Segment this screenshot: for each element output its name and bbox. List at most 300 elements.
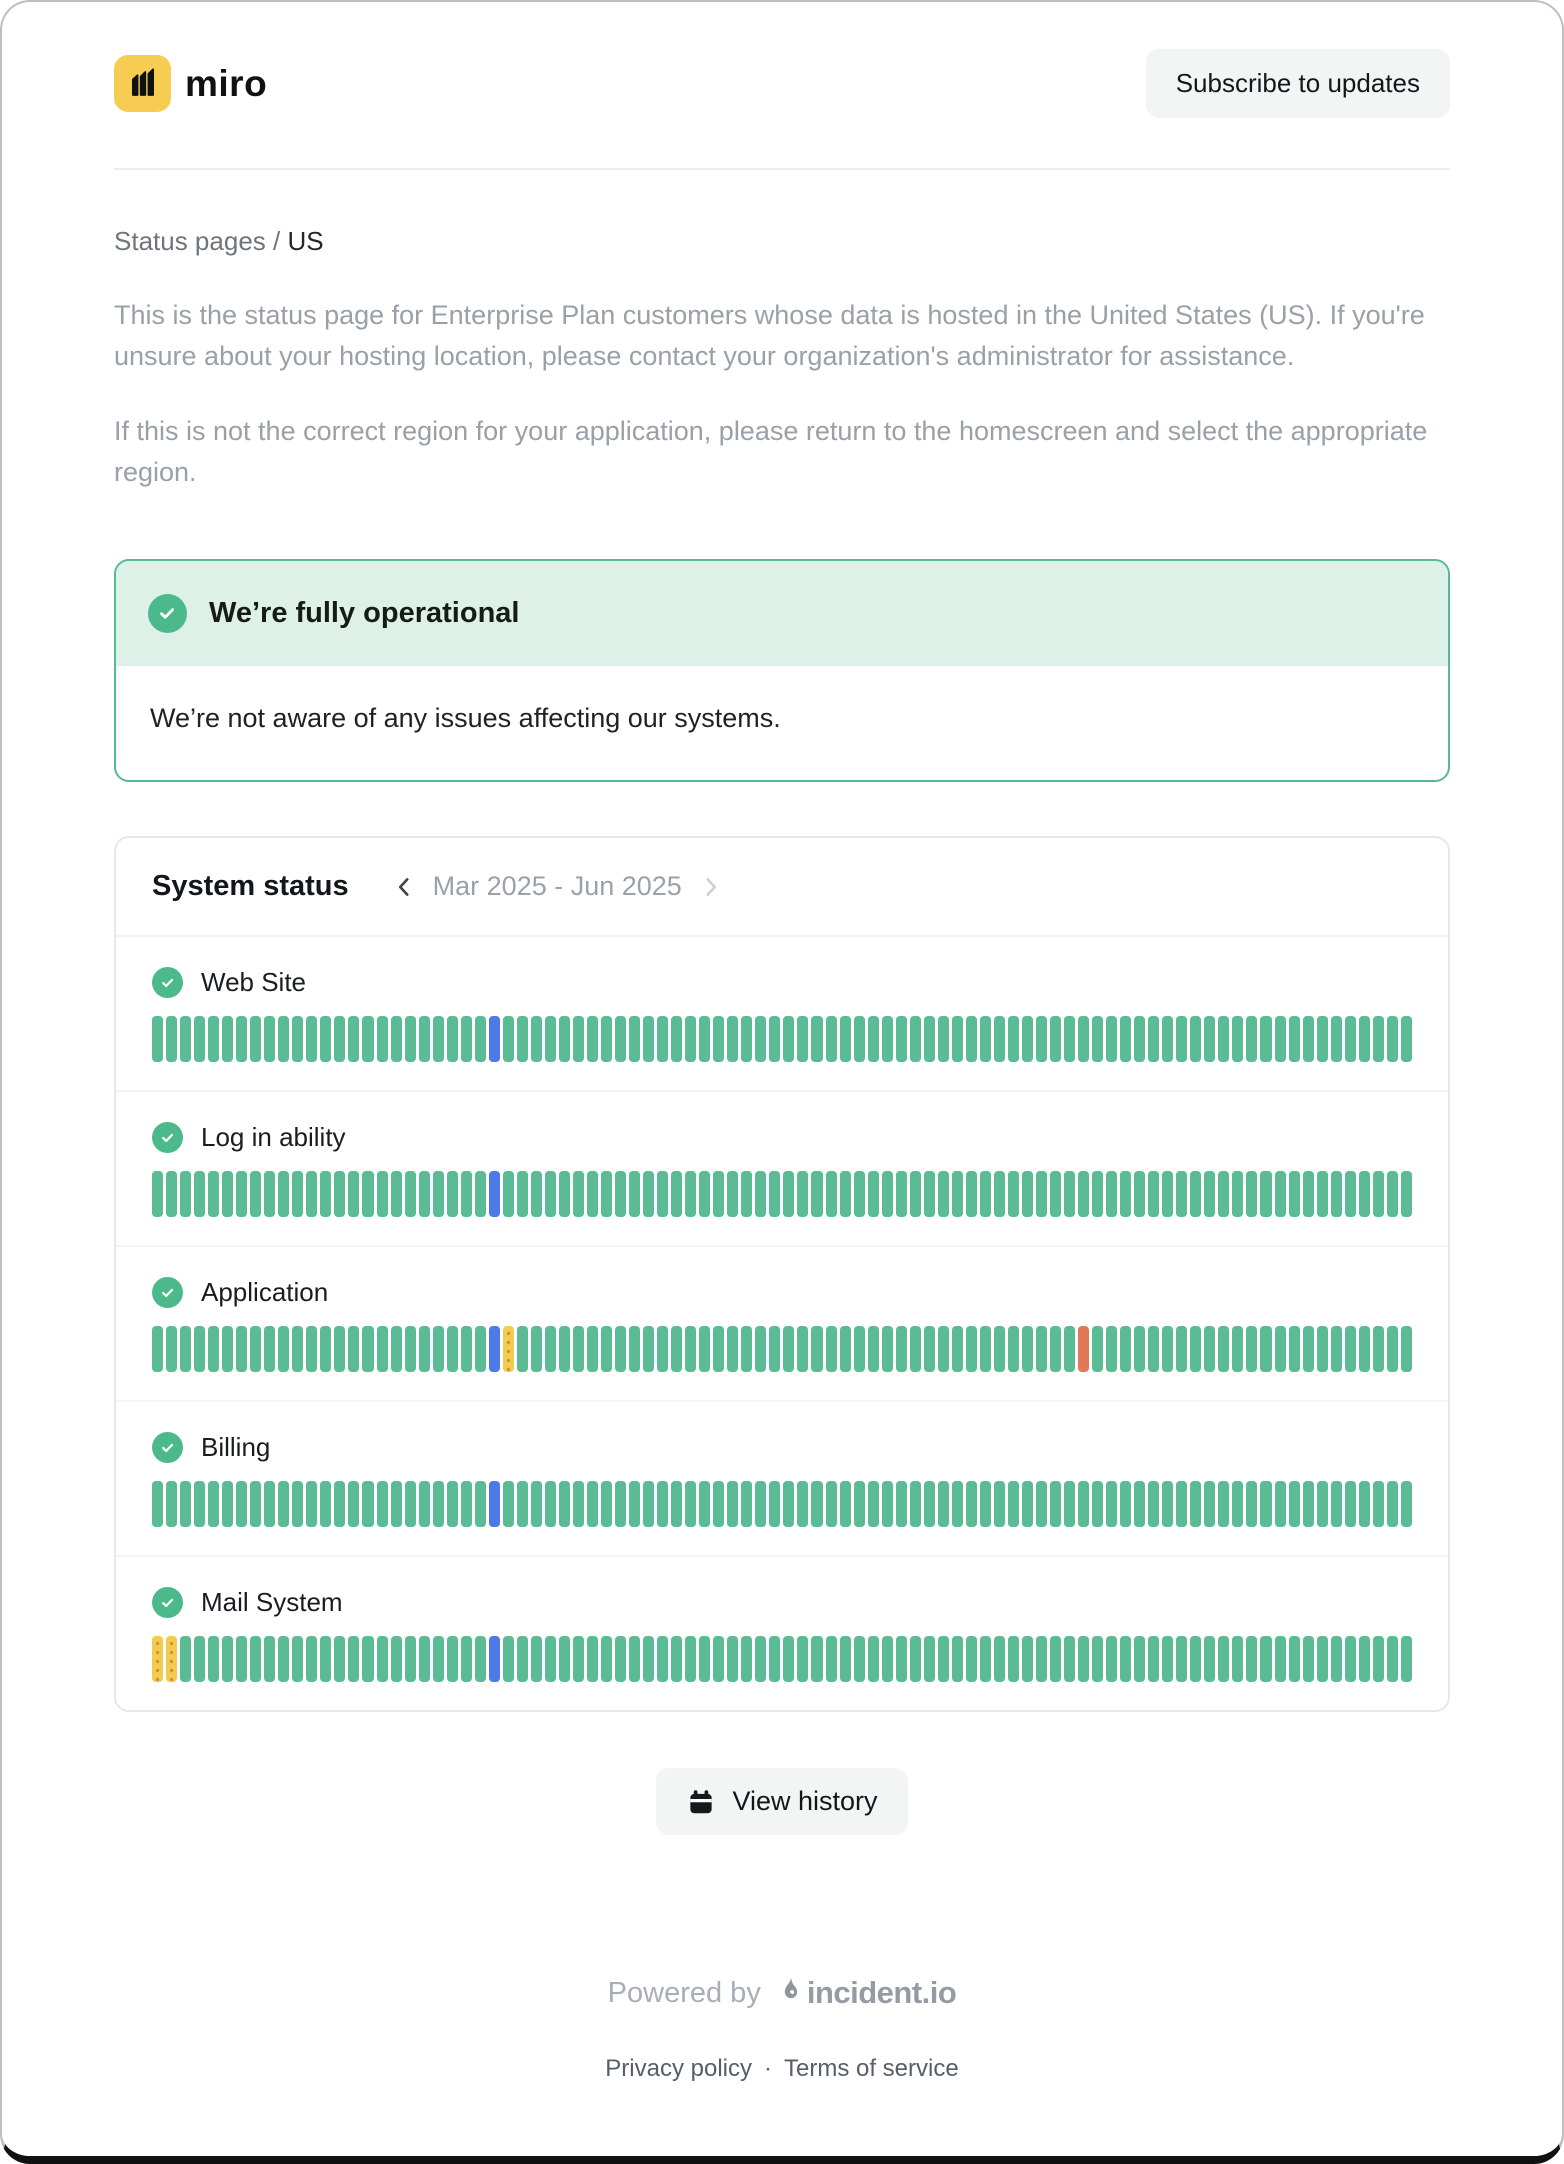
status-bar[interactable] xyxy=(1190,1171,1201,1217)
status-bar[interactable] xyxy=(601,1636,612,1682)
status-bar[interactable] xyxy=(615,1016,626,1062)
status-bar[interactable] xyxy=(489,1481,500,1527)
status-bar[interactable] xyxy=(250,1016,261,1062)
status-bar[interactable] xyxy=(1246,1326,1257,1372)
status-bar[interactable] xyxy=(671,1636,682,1682)
status-bar[interactable] xyxy=(938,1326,949,1372)
status-bar[interactable] xyxy=(629,1481,640,1527)
status-bar[interactable] xyxy=(910,1636,921,1682)
status-bar[interactable] xyxy=(783,1636,794,1682)
status-bar[interactable] xyxy=(236,1326,247,1372)
status-bar[interactable] xyxy=(1008,1016,1019,1062)
status-bar[interactable] xyxy=(545,1481,556,1527)
status-bar[interactable] xyxy=(152,1171,163,1217)
status-bar[interactable] xyxy=(1218,1636,1229,1682)
status-bar[interactable] xyxy=(1331,1016,1342,1062)
status-bar[interactable] xyxy=(1036,1016,1047,1062)
status-bar[interactable] xyxy=(517,1016,528,1062)
status-bar[interactable] xyxy=(699,1636,710,1682)
status-bar[interactable] xyxy=(882,1636,893,1682)
status-bar[interactable] xyxy=(1022,1636,1033,1682)
status-bar[interactable] xyxy=(713,1171,724,1217)
status-bar[interactable] xyxy=(1022,1016,1033,1062)
breadcrumb-section[interactable]: Status pages xyxy=(114,226,266,256)
status-bar[interactable] xyxy=(755,1326,766,1372)
status-bar[interactable] xyxy=(320,1326,331,1372)
status-bar[interactable] xyxy=(377,1171,388,1217)
status-bar[interactable] xyxy=(264,1171,275,1217)
status-bar[interactable] xyxy=(741,1636,752,1682)
status-bar[interactable] xyxy=(994,1016,1005,1062)
status-bar[interactable] xyxy=(952,1636,963,1682)
status-bar[interactable] xyxy=(657,1171,668,1217)
status-bar[interactable] xyxy=(152,1481,163,1527)
status-bar[interactable] xyxy=(1345,1016,1356,1062)
status-bar[interactable] xyxy=(1092,1636,1103,1682)
status-bar[interactable] xyxy=(615,1171,626,1217)
status-bar[interactable] xyxy=(1359,1326,1370,1372)
status-bar[interactable] xyxy=(769,1016,780,1062)
status-bar[interactable] xyxy=(1373,1326,1384,1372)
status-bar[interactable] xyxy=(727,1171,738,1217)
status-bar[interactable] xyxy=(938,1171,949,1217)
status-bar[interactable] xyxy=(980,1326,991,1372)
status-bar[interactable] xyxy=(896,1481,907,1527)
status-bar[interactable] xyxy=(1176,1636,1187,1682)
status-bar[interactable] xyxy=(910,1016,921,1062)
status-bar[interactable] xyxy=(882,1481,893,1527)
status-bar[interactable] xyxy=(1134,1481,1145,1527)
status-bar[interactable] xyxy=(1218,1481,1229,1527)
status-bar[interactable] xyxy=(1106,1636,1117,1682)
status-bar[interactable] xyxy=(1148,1636,1159,1682)
status-bar[interactable] xyxy=(1289,1326,1300,1372)
status-bar[interactable] xyxy=(1275,1016,1286,1062)
status-bar[interactable] xyxy=(1064,1481,1075,1527)
status-bar[interactable] xyxy=(868,1326,879,1372)
status-bar[interactable] xyxy=(531,1481,542,1527)
status-bar[interactable] xyxy=(1106,1171,1117,1217)
status-bar[interactable] xyxy=(854,1016,865,1062)
status-bar[interactable] xyxy=(896,1326,907,1372)
status-bar[interactable] xyxy=(938,1016,949,1062)
privacy-policy-link[interactable]: Privacy policy xyxy=(605,2055,752,2082)
status-bar[interactable] xyxy=(1275,1326,1286,1372)
status-bar[interactable] xyxy=(166,1016,177,1062)
status-bar[interactable] xyxy=(517,1636,528,1682)
status-bar[interactable] xyxy=(545,1326,556,1372)
status-bar[interactable] xyxy=(391,1171,402,1217)
status-bar[interactable] xyxy=(1303,1636,1314,1682)
status-bar[interactable] xyxy=(1008,1171,1019,1217)
status-bar[interactable] xyxy=(1246,1636,1257,1682)
status-bar[interactable] xyxy=(769,1326,780,1372)
status-bar[interactable] xyxy=(587,1481,598,1527)
status-bar[interactable] xyxy=(840,1171,851,1217)
status-bar[interactable] xyxy=(713,1326,724,1372)
status-bar[interactable] xyxy=(573,1171,584,1217)
status-bar[interactable] xyxy=(1303,1326,1314,1372)
status-bar[interactable] xyxy=(1162,1636,1173,1682)
status-bar[interactable] xyxy=(587,1326,598,1372)
status-bar[interactable] xyxy=(910,1481,921,1527)
status-bar[interactable] xyxy=(433,1016,444,1062)
status-bar[interactable] xyxy=(657,1016,668,1062)
status-bar[interactable] xyxy=(1232,1481,1243,1527)
status-bar[interactable] xyxy=(475,1636,486,1682)
status-bar[interactable] xyxy=(1387,1016,1398,1062)
status-bar[interactable] xyxy=(1050,1171,1061,1217)
status-bar[interactable] xyxy=(475,1171,486,1217)
status-bar[interactable] xyxy=(236,1171,247,1217)
status-bar[interactable] xyxy=(1289,1636,1300,1682)
status-bar[interactable] xyxy=(587,1636,598,1682)
status-bar[interactable] xyxy=(671,1326,682,1372)
status-bar[interactable] xyxy=(629,1016,640,1062)
status-bar[interactable] xyxy=(180,1636,191,1682)
status-bar[interactable] xyxy=(419,1016,430,1062)
status-bar[interactable] xyxy=(966,1636,977,1682)
subscribe-to-updates-button[interactable]: Subscribe to updates xyxy=(1146,49,1450,118)
status-bar[interactable] xyxy=(1064,1171,1075,1217)
status-bar[interactable] xyxy=(208,1326,219,1372)
status-bar[interactable] xyxy=(924,1636,935,1682)
status-bar[interactable] xyxy=(601,1016,612,1062)
status-bar[interactable] xyxy=(433,1171,444,1217)
status-bar[interactable] xyxy=(447,1326,458,1372)
status-bar[interactable] xyxy=(1359,1636,1370,1682)
status-bar[interactable] xyxy=(433,1636,444,1682)
status-bar[interactable] xyxy=(755,1481,766,1527)
status-bar[interactable] xyxy=(587,1016,598,1062)
status-bar[interactable] xyxy=(1387,1481,1398,1527)
status-bar[interactable] xyxy=(629,1171,640,1217)
status-bar[interactable] xyxy=(1092,1326,1103,1372)
status-bar[interactable] xyxy=(222,1481,233,1527)
status-bar[interactable] xyxy=(994,1171,1005,1217)
status-bar[interactable] xyxy=(1148,1481,1159,1527)
status-bar[interactable] xyxy=(1064,1016,1075,1062)
status-bar[interactable] xyxy=(811,1481,822,1527)
status-bar[interactable] xyxy=(1331,1171,1342,1217)
status-bar[interactable] xyxy=(334,1636,345,1682)
status-bar[interactable] xyxy=(278,1171,289,1217)
status-bar[interactable] xyxy=(1120,1636,1131,1682)
status-bar[interactable] xyxy=(208,1171,219,1217)
status-bar[interactable] xyxy=(1218,1171,1229,1217)
status-bar[interactable] xyxy=(601,1326,612,1372)
status-bar[interactable] xyxy=(896,1016,907,1062)
status-bar[interactable] xyxy=(1106,1016,1117,1062)
status-bar[interactable] xyxy=(1359,1016,1370,1062)
status-bar[interactable] xyxy=(643,1171,654,1217)
status-bar[interactable] xyxy=(699,1481,710,1527)
status-bar[interactable] xyxy=(334,1326,345,1372)
status-bar[interactable] xyxy=(517,1326,528,1372)
status-bar[interactable] xyxy=(236,1636,247,1682)
status-bar[interactable] xyxy=(769,1481,780,1527)
status-bar[interactable] xyxy=(377,1016,388,1062)
status-bar[interactable] xyxy=(264,1326,275,1372)
status-bar[interactable] xyxy=(811,1326,822,1372)
status-bar[interactable] xyxy=(559,1171,570,1217)
status-bar[interactable] xyxy=(826,1016,837,1062)
status-bar[interactable] xyxy=(194,1481,205,1527)
status-bar[interactable] xyxy=(461,1016,472,1062)
status-bar[interactable] xyxy=(727,1636,738,1682)
status-bar[interactable] xyxy=(377,1326,388,1372)
status-bar[interactable] xyxy=(1387,1326,1398,1372)
status-bar[interactable] xyxy=(489,1326,500,1372)
status-bar[interactable] xyxy=(391,1636,402,1682)
status-bar[interactable] xyxy=(671,1481,682,1527)
status-bar[interactable] xyxy=(1260,1326,1271,1372)
status-bar[interactable] xyxy=(615,1481,626,1527)
status-bar[interactable] xyxy=(362,1636,373,1682)
status-bar[interactable] xyxy=(362,1481,373,1527)
status-bar[interactable] xyxy=(1387,1636,1398,1682)
status-bar[interactable] xyxy=(615,1636,626,1682)
status-bar[interactable] xyxy=(1190,1481,1201,1527)
status-bar[interactable] xyxy=(854,1481,865,1527)
status-bar[interactable] xyxy=(405,1636,416,1682)
status-bar[interactable] xyxy=(952,1481,963,1527)
status-bar[interactable] xyxy=(1008,1326,1019,1372)
status-bar[interactable] xyxy=(1050,1481,1061,1527)
status-bar[interactable] xyxy=(1289,1016,1300,1062)
status-bar[interactable] xyxy=(152,1326,163,1372)
status-bar[interactable] xyxy=(952,1326,963,1372)
status-bar[interactable] xyxy=(980,1636,991,1682)
status-bar[interactable] xyxy=(559,1636,570,1682)
status-bar[interactable] xyxy=(671,1016,682,1062)
status-bar[interactable] xyxy=(826,1636,837,1682)
status-bar[interactable] xyxy=(685,1326,696,1372)
status-bar[interactable] xyxy=(531,1636,542,1682)
status-bar[interactable] xyxy=(601,1481,612,1527)
status-bar[interactable] xyxy=(1204,1326,1215,1372)
status-bar[interactable] xyxy=(797,1171,808,1217)
status-bar[interactable] xyxy=(587,1171,598,1217)
status-bar[interactable] xyxy=(685,1481,696,1527)
status-bar[interactable] xyxy=(1317,1636,1328,1682)
status-bar[interactable] xyxy=(1148,1326,1159,1372)
status-bar[interactable] xyxy=(1317,1326,1328,1372)
status-bar[interactable] xyxy=(461,1636,472,1682)
status-bar[interactable] xyxy=(1345,1171,1356,1217)
status-bar[interactable] xyxy=(1303,1016,1314,1062)
status-bar[interactable] xyxy=(783,1016,794,1062)
status-bar[interactable] xyxy=(868,1171,879,1217)
status-bar[interactable] xyxy=(1204,1636,1215,1682)
status-bar[interactable] xyxy=(980,1481,991,1527)
status-bar[interactable] xyxy=(1176,1481,1187,1527)
status-bar[interactable] xyxy=(826,1326,837,1372)
status-bar[interactable] xyxy=(419,1636,430,1682)
status-bar[interactable] xyxy=(601,1171,612,1217)
status-bar[interactable] xyxy=(657,1636,668,1682)
status-bar[interactable] xyxy=(236,1481,247,1527)
status-bar[interactable] xyxy=(826,1481,837,1527)
status-bar[interactable] xyxy=(405,1481,416,1527)
status-bar[interactable] xyxy=(783,1171,794,1217)
status-bar[interactable] xyxy=(377,1481,388,1527)
view-history-button[interactable] xyxy=(656,1768,907,1835)
status-bar[interactable] xyxy=(1260,1016,1271,1062)
status-bar[interactable] xyxy=(1120,1326,1131,1372)
status-bar[interactable] xyxy=(671,1171,682,1217)
status-bar[interactable] xyxy=(797,1326,808,1372)
status-bar[interactable] xyxy=(475,1326,486,1372)
status-bar[interactable] xyxy=(994,1326,1005,1372)
status-bar[interactable] xyxy=(769,1636,780,1682)
status-bar[interactable] xyxy=(194,1171,205,1217)
status-bar[interactable] xyxy=(629,1326,640,1372)
status-bar[interactable] xyxy=(320,1171,331,1217)
status-bar[interactable] xyxy=(461,1481,472,1527)
status-bar[interactable] xyxy=(741,1016,752,1062)
status-bar[interactable] xyxy=(503,1171,514,1217)
status-bar[interactable] xyxy=(348,1016,359,1062)
status-bar[interactable] xyxy=(966,1171,977,1217)
status-bar[interactable] xyxy=(166,1326,177,1372)
status-bar[interactable] xyxy=(419,1171,430,1217)
status-bar[interactable] xyxy=(1345,1481,1356,1527)
status-bar[interactable] xyxy=(1331,1636,1342,1682)
status-bar[interactable] xyxy=(1359,1171,1370,1217)
status-bar[interactable] xyxy=(447,1636,458,1682)
status-bar[interactable] xyxy=(545,1171,556,1217)
status-bar[interactable] xyxy=(250,1636,261,1682)
status-bar[interactable] xyxy=(447,1481,458,1527)
status-bar[interactable] xyxy=(910,1326,921,1372)
status-bar[interactable] xyxy=(348,1481,359,1527)
status-bar[interactable] xyxy=(292,1171,303,1217)
status-bar[interactable] xyxy=(1162,1481,1173,1527)
status-bar[interactable] xyxy=(208,1481,219,1527)
status-bar[interactable] xyxy=(208,1016,219,1062)
status-bar[interactable] xyxy=(461,1326,472,1372)
status-bar[interactable] xyxy=(840,1016,851,1062)
status-bar[interactable] xyxy=(348,1326,359,1372)
status-bar[interactable] xyxy=(966,1481,977,1527)
status-bar[interactable] xyxy=(475,1481,486,1527)
status-bar[interactable] xyxy=(1190,1636,1201,1682)
status-bar[interactable] xyxy=(1232,1016,1243,1062)
status-bar[interactable] xyxy=(306,1016,317,1062)
status-bar[interactable] xyxy=(292,1016,303,1062)
status-bar[interactable] xyxy=(1246,1171,1257,1217)
status-bar[interactable] xyxy=(362,1326,373,1372)
status-bar[interactable] xyxy=(980,1016,991,1062)
status-bar[interactable] xyxy=(685,1016,696,1062)
status-bar[interactable] xyxy=(1022,1171,1033,1217)
status-bar[interactable] xyxy=(573,1481,584,1527)
status-bar[interactable] xyxy=(1289,1171,1300,1217)
status-bar[interactable] xyxy=(797,1636,808,1682)
status-bar[interactable] xyxy=(924,1481,935,1527)
status-bar[interactable] xyxy=(685,1171,696,1217)
status-bar[interactable] xyxy=(811,1171,822,1217)
status-bar[interactable] xyxy=(994,1481,1005,1527)
status-bar[interactable] xyxy=(840,1636,851,1682)
status-bar[interactable] xyxy=(447,1171,458,1217)
incident-io-logo[interactable] xyxy=(775,1975,957,2011)
status-bar[interactable] xyxy=(1050,1016,1061,1062)
status-bar[interactable] xyxy=(994,1636,1005,1682)
status-bar[interactable] xyxy=(1401,1481,1412,1527)
status-bar[interactable] xyxy=(531,1016,542,1062)
status-bar[interactable] xyxy=(741,1171,752,1217)
status-bar[interactable] xyxy=(1008,1481,1019,1527)
status-bar[interactable] xyxy=(222,1171,233,1217)
status-bar[interactable] xyxy=(278,1016,289,1062)
status-bar[interactable] xyxy=(180,1171,191,1217)
status-bar[interactable] xyxy=(882,1326,893,1372)
status-bar[interactable] xyxy=(152,1636,163,1682)
status-bar[interactable] xyxy=(952,1016,963,1062)
status-bar[interactable] xyxy=(741,1481,752,1527)
status-bar[interactable] xyxy=(1078,1481,1089,1527)
status-bar[interactable] xyxy=(180,1481,191,1527)
status-bar[interactable] xyxy=(573,1326,584,1372)
status-bar[interactable] xyxy=(1078,1016,1089,1062)
status-bar[interactable] xyxy=(783,1326,794,1372)
status-bar[interactable] xyxy=(924,1171,935,1217)
status-bar[interactable] xyxy=(1359,1481,1370,1527)
status-bar[interactable] xyxy=(166,1481,177,1527)
status-bar[interactable] xyxy=(306,1326,317,1372)
status-bar[interactable] xyxy=(1162,1016,1173,1062)
status-bar[interactable] xyxy=(503,1636,514,1682)
status-bar[interactable] xyxy=(657,1481,668,1527)
status-bar[interactable] xyxy=(1232,1326,1243,1372)
status-bar[interactable] xyxy=(222,1326,233,1372)
status-bar[interactable] xyxy=(503,1326,514,1372)
status-bar[interactable] xyxy=(1176,1016,1187,1062)
status-bar[interactable] xyxy=(910,1171,921,1217)
status-bar[interactable] xyxy=(699,1326,710,1372)
status-bar[interactable] xyxy=(1036,1171,1047,1217)
status-bar[interactable] xyxy=(1260,1171,1271,1217)
status-bar[interactable] xyxy=(938,1636,949,1682)
status-bar[interactable] xyxy=(306,1171,317,1217)
status-bar[interactable] xyxy=(278,1636,289,1682)
status-bar[interactable] xyxy=(1275,1636,1286,1682)
status-bar[interactable] xyxy=(797,1016,808,1062)
status-bar[interactable] xyxy=(1162,1171,1173,1217)
status-bar[interactable] xyxy=(503,1481,514,1527)
status-bar[interactable] xyxy=(377,1636,388,1682)
status-bar[interactable] xyxy=(1008,1636,1019,1682)
status-bar[interactable] xyxy=(1162,1326,1173,1372)
status-bar[interactable] xyxy=(1345,1636,1356,1682)
status-bar[interactable] xyxy=(868,1016,879,1062)
status-bar[interactable] xyxy=(306,1481,317,1527)
status-bar[interactable] xyxy=(517,1481,528,1527)
status-bar[interactable] xyxy=(391,1016,402,1062)
status-bar[interactable] xyxy=(461,1171,472,1217)
status-bar[interactable] xyxy=(1303,1481,1314,1527)
status-bar[interactable] xyxy=(250,1326,261,1372)
status-bar[interactable] xyxy=(503,1016,514,1062)
chevron-left-icon[interactable] xyxy=(391,874,417,900)
status-bar[interactable] xyxy=(292,1326,303,1372)
status-bar[interactable] xyxy=(334,1016,345,1062)
status-bar[interactable] xyxy=(755,1016,766,1062)
status-bar[interactable] xyxy=(1204,1481,1215,1527)
status-bar[interactable] xyxy=(1204,1016,1215,1062)
